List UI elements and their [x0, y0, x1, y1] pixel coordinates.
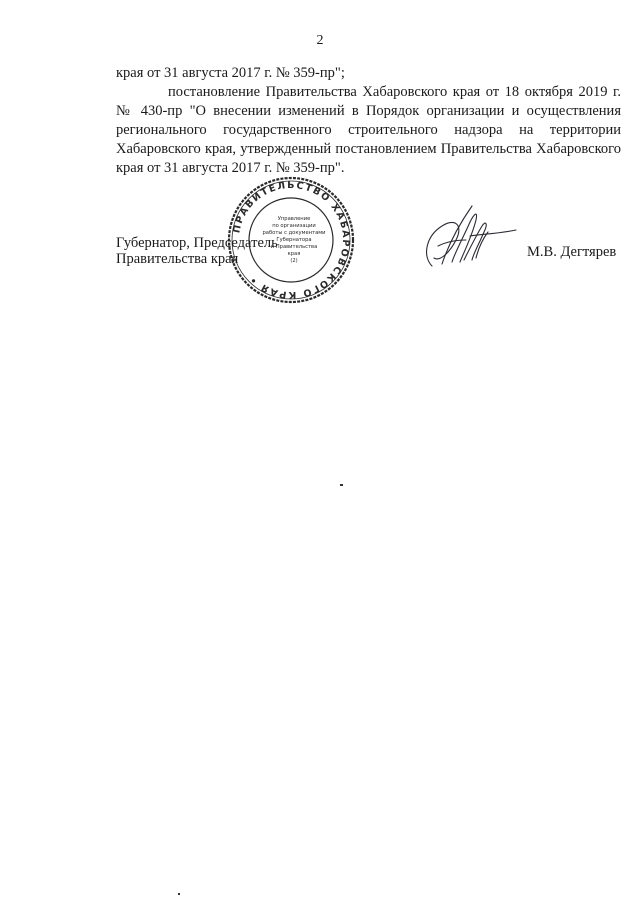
svg-text:края: края: [287, 251, 301, 257]
svg-text:Губернатора: Губернатора: [276, 237, 312, 243]
page-number: 2: [316, 33, 324, 48]
svg-text:по организации: по организации: [272, 223, 316, 229]
body-line-2: постановление Правительства Хабаровского края от 18 октября 2019 г.: [168, 84, 621, 100]
svg-text:и Правительства: и Правительства: [270, 244, 318, 250]
body-line-6: края от 31 августа 2017 г. № 359-пр".: [116, 160, 345, 176]
body-line-4: регионального государственного строительного надзора на территории: [116, 122, 621, 138]
body-line-5: Хабаровского края, утвержденный постановлением Правительства Хабаровского: [116, 141, 621, 157]
signatory-position-line-1: Губернатор, Председатель: [116, 235, 278, 251]
svg-text:ПРАВИТЕЛЬСТВО ХАБАРОВСКОГО КРА: ПРАВИТЕЛЬСТВО ХАБАРОВСКОГО КРАЯ •: [231, 179, 352, 301]
signatory-name: М.В. Дегтярев: [527, 244, 617, 260]
body-line-1: края от 31 августа 2017 г. № 359-пр";: [116, 65, 345, 81]
svg-text:работы с документами: работы с документами: [262, 230, 326, 236]
handwritten-signature: [412, 196, 522, 276]
scan-speck: [178, 893, 180, 895]
signatory-position-line-2: Правительства края: [116, 251, 239, 267]
body-line-3: № 430-пр "О внесении изменений в Порядок организации и осуществления: [116, 103, 621, 119]
official-seal-stamp: [226, 175, 356, 305]
scan-speck: [340, 484, 343, 486]
svg-text:Управление: Управление: [277, 216, 311, 222]
svg-text:(2): (2): [290, 258, 298, 264]
